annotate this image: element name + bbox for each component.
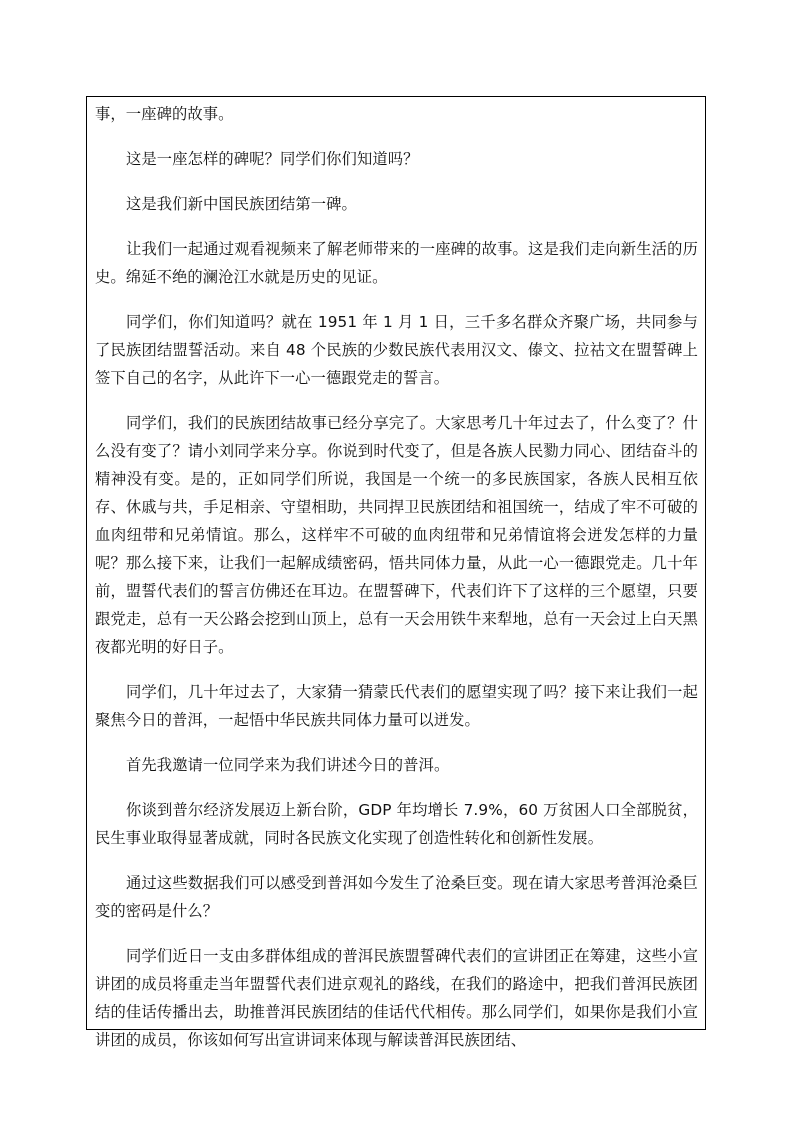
paragraph-11: 同学们近日一支由多群体组成的普洱民族盟誓碑代表们的宣讲团正在筹建，这些小宣讲团的成员将重走当年盟誓代表们进京观礼的路线，在我们的路途中，把我们普洱民族团结的佳话传播出去，助推普洱民族团结的佳话代代相传。那么同学们，如果你是我们小宣讲团的成员，你该如何写出宣讲词来体现与解读普洱民族团结、 [95,947,698,1049]
paragraph-10: 通过这些数据我们可以感受到普洱如今发生了沧桑巨变。现在请大家思考普洱沧桑巨变的密码是什么？ [95,874,698,920]
paragraph-5: 同学们，你们知道吗？就在 1951 年 1 月 1 日，三千多名群众齐聚广场，共同参与了民族团结盟誓活动。来自 48 个民族的少数民族代表用汉文、傣文、拉祜文在盟誓碑上签下自己的名字，从此许下一心一德跟党走的誓言。 [95,313,698,387]
paragraph-8: 首先我邀请一位同学来为我们讲述今日的普洱。 [126,756,450,774]
paragraph-9: 你谈到普尔经济发展迈上新台阶，GDP 年均增长 7.9%，60 万贫困人口全部脱贫，民生事业取得显著成就，同时各民族文化实现了创造性转化和创新性发展。 [95,801,698,847]
paragraph-1: 事，一座碑的故事。 [95,105,234,123]
paragraph-3: 这是我们新中国民族团结第一碑。 [126,195,357,213]
paragraph-6: 同学们，我们的民族团结故事已经分享完了。大家思考几十年过去了，什么变了？什么没有变了？请小刘同学来分享。你说到时代变了，但是各族人民勠力同心、团结奋斗的精神没有变。是的，正如同学们所说，我国是一个统一的多民族国家，各族人民相互依存、休戚与共，手足相亲、守望相助，共同捍卫民族团结和祖国统一，结成了牢不可破的血肉纽带和兄弟情谊。那么，这样牢不可破的血肉纽带和兄弟情谊将会迸发怎样的力量呢？那么接下来，让我们一起解成绩密码，悟共同体力量，从此一心一德跟党走。几十年前，盟誓代表们的誓言仿佛还在耳边。在盟誓碑下，代表们许下了这样的三个愿望，只要跟党走，总有一天公路会挖到山顶上，总有一天会用铁牛来犁地，总有一天会过上白天黑夜都光明的好日子。 [95,414,698,656]
paragraph-4: 让我们一起通过观看视频来了解老师带来的一座碑的故事。这是我们走向新生活的历史。绵延不绝的澜沧江水就是历史的见证。 [95,240,698,286]
paragraph-2: 这是一座怎样的碑呢？同学们你们知道吗？ [126,150,419,168]
text-frame [86,96,706,1049]
paragraph-7: 同学们，几十年过去了，大家猜一猜蒙氏代表们的愿望实现了吗？接下来让我们一起聚焦今日的普洱，一起悟中华民族共同体力量可以迸发。 [95,683,698,729]
document-body [95,100,698,1071]
